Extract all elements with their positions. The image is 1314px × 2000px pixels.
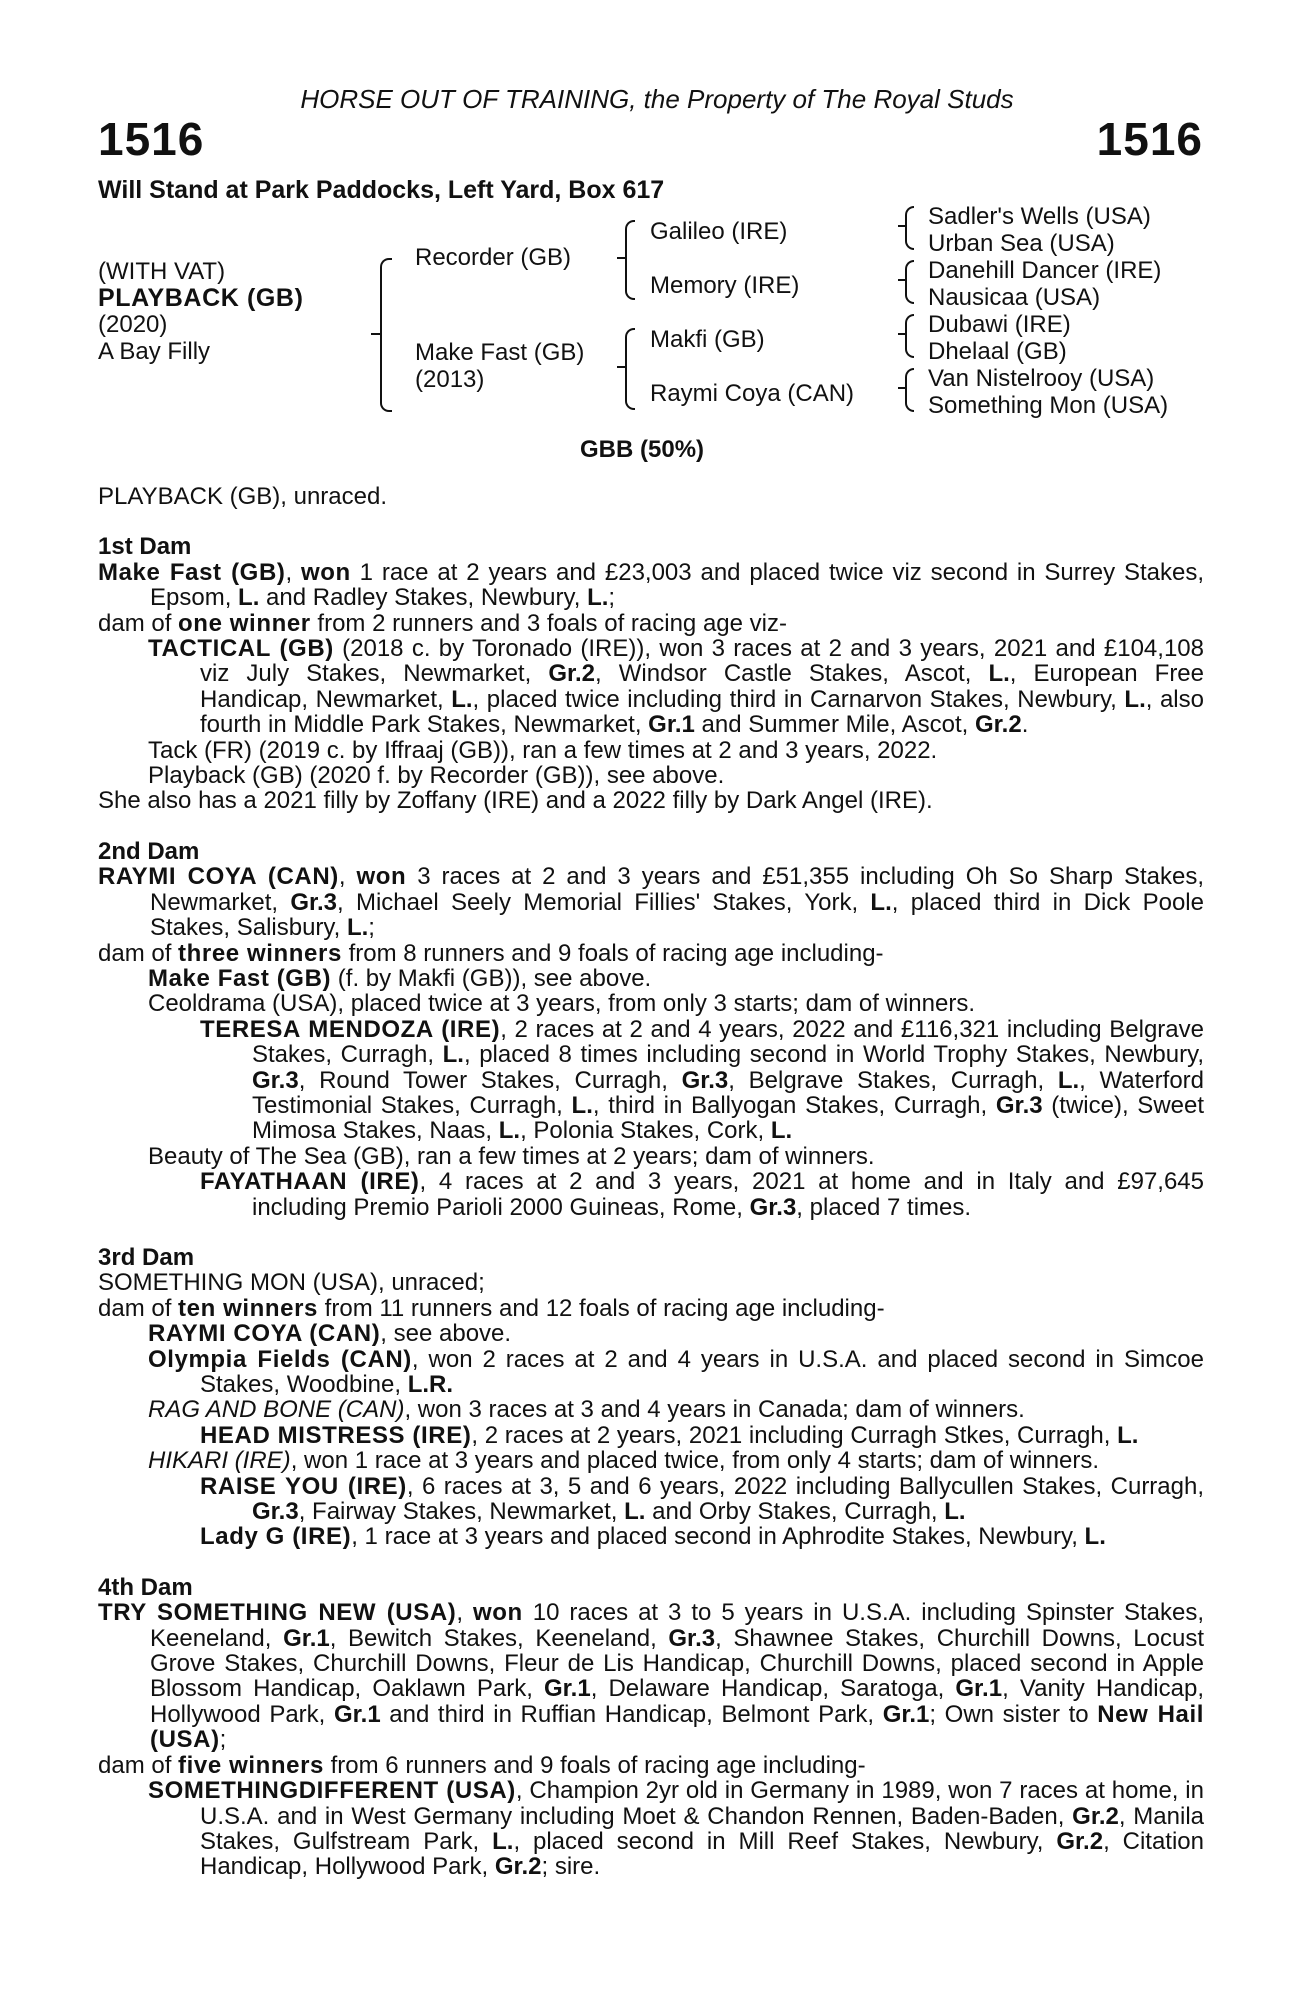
gen3-ancestor: Van Nistelrooy (USA) <box>928 365 1155 392</box>
dam1-record-text: ; <box>608 584 616 612</box>
group-mark: Gr.2 <box>548 660 596 688</box>
gen3-ancestor: Dhelaal (GB) <box>928 338 1067 365</box>
progeny-head-mistress <box>98 1423 1204 1448</box>
dam-of-text: from 11 runners and 12 foals of racing age including- <box>318 1294 885 1322</box>
listed-mark: L. <box>587 584 609 612</box>
progeny-name: RAISE YOU (IRE) <box>200 1472 407 1500</box>
dam-brace-tip <box>617 366 626 368</box>
listed-mark: L. <box>1084 1523 1106 1551</box>
progeny-name: Lady G (IRE) <box>200 1523 352 1551</box>
group-mark: Gr.1 <box>283 1624 330 1652</box>
progeny-tactical <box>98 636 1204 738</box>
progeny-text: , Citation Handicap, Hollywood Park, <box>200 1827 1204 1881</box>
gen3-brace-2 <box>905 260 914 304</box>
progeny-text: , 6 races at 3, 5 and 6 years, 2022 including Ballycullen Stakes, Curragh, <box>406 1472 1205 1500</box>
group-mark: Gr.2 <box>1056 1827 1104 1855</box>
winners-count: three winners <box>178 939 342 967</box>
progeny-name: FAYATHAAN (IRE) <box>200 1168 420 1196</box>
dam1-record-text: 1 race at 2 years and £23,003 and placed twice viz second in Surrey Stakes, Epsom, <box>150 558 1204 612</box>
group-mark: Gr.1 <box>543 1675 591 1703</box>
listed-mark: L. <box>442 1041 464 1069</box>
progeny-text: , Windsor Castle Stakes, Ascot, <box>595 660 989 688</box>
progeny-text: , won 2 races at 2 and 4 years in U.S.A. and placed second in Simcoe Stakes, Woodbine, <box>200 1345 1204 1398</box>
progeny-text: , third in Ballyogan Stakes, Curragh, <box>592 1091 996 1119</box>
catalogue-header: HORSE OUT OF TRAINING, the Property of The Royal Studs <box>300 84 1014 114</box>
progeny-text: , 4 races at 2 and 3 years, 2021 at home and in Italy and £97,645 including Premio Parioli 2000 Guineas, Rome, <box>252 1168 1204 1221</box>
dam2-won: won <box>356 863 407 891</box>
gen3-ancestor: Sadler's Wells (USA) <box>928 203 1151 230</box>
progeny-text: (f. by Makfi (GB)), see above. <box>331 964 652 992</box>
progeny-text: , 2 races at 2 years, 2021 including Curragh Stkes, Curragh, <box>471 1421 1118 1449</box>
progeny-name: RAG AND BONE (CAN) <box>148 1396 405 1424</box>
progeny-text: . <box>1021 711 1029 739</box>
progeny-text: , 1 race at 3 years and placed second in Aphrodite Stakes, Newbury, <box>351 1523 1085 1551</box>
progeny-text: , Belgrave Stakes, Curragh, <box>728 1066 1058 1094</box>
vat-note: (WITH VAT) <box>98 258 226 285</box>
progeny-text: , European Free Handicap, Newmarket, <box>200 660 1205 713</box>
sire: Recorder (GB) <box>415 244 572 271</box>
section-heading-4th-dam: 4th Dam <box>98 1573 193 1601</box>
dam3-dam-of <box>98 1296 1204 1321</box>
progeny-text: , 2 races at 2 and 4 years, 2022 and £116,321 including Belgrave Stakes, Curragh, <box>252 1015 1204 1069</box>
listed-mark: L. <box>1057 1066 1080 1094</box>
dam: Make Fast (GB) <box>415 339 585 366</box>
dam2-name: RAYMI COYA (CAN) <box>98 863 339 891</box>
listed-mark: L. <box>770 1117 793 1145</box>
sire-brace <box>625 220 635 300</box>
dam4-record-text: , Bewitch Stakes, Keeneland, <box>329 1624 669 1652</box>
gen3-brace-1 <box>905 206 914 250</box>
dam-of-text: dam of <box>98 1751 179 1779</box>
winners-count: five winners <box>178 1751 324 1779</box>
dam-of-text: from 2 runners and 3 foals of racing age viz- <box>310 609 787 637</box>
sire-sire: Galileo (IRE) <box>650 218 788 245</box>
dam4-dam-of <box>98 1753 1204 1778</box>
dam2-dam-of <box>98 941 1204 966</box>
dam2-record-text: , placed third in Dick Poole Stakes, Salisbury, <box>150 888 1204 942</box>
stand-location: Will Stand at Park Paddocks, Left Yard, Box 617 <box>98 176 665 204</box>
dam4-record-text: ; <box>219 1726 227 1754</box>
progeny-hikari <box>98 1448 1204 1473</box>
progeny-text: ; sire. <box>541 1853 601 1881</box>
lot-number-left: 1516 <box>98 113 205 165</box>
progeny-text: , Polonia Stakes, Cork, <box>520 1117 771 1145</box>
dam4-record-text: ; Own sister to <box>929 1700 1098 1728</box>
winners-count: ten winners <box>178 1294 319 1322</box>
group-mark: Gr.2 <box>1072 1802 1119 1830</box>
progeny-name: Olympia Fields (CAN) <box>148 1345 412 1373</box>
progeny-lady-g <box>98 1524 1204 1549</box>
listed-mark: L. <box>492 1827 514 1855</box>
group-mark: Gr.3 <box>252 1066 299 1094</box>
progeny-text: (2018 c. by Toronado (IRE)), won 3 races at 2 and 3 years, 2021 and £104,108 viz July Stakes, Newmarket, <box>200 635 1204 688</box>
progeny-make-fast <box>98 966 1204 991</box>
progeny-text: , won 1 race at 3 years and placed twice, from only 4 starts; dam of winners. <box>290 1447 1100 1475</box>
listed-mark: L. <box>1124 685 1146 713</box>
lot-number-right: 1516 <box>1096 113 1203 165</box>
progeny-teresa-mendoza <box>98 1017 1204 1144</box>
progeny-text: and Summer Mile, Ascot, <box>694 711 975 739</box>
progeny-olympia-fields <box>98 1347 1204 1398</box>
dam-dam: Raymi Coya (CAN) <box>650 380 855 407</box>
dam-of-text: dam of <box>98 609 179 637</box>
progeny-fayathaan <box>98 1169 1204 1220</box>
dam1-record: Make Fast (GB), won 1 race at 2 years and £23,003 and placed twice viz second in Surrey Stakes, Epsom, L. and Radley Stakes, Newbury, L.; <box>98 558 1204 612</box>
section-heading-1st-dam: 1st Dam <box>98 533 192 561</box>
progeny-name: TACTICAL (GB) <box>148 635 334 663</box>
group-mark: Gr.3 <box>749 1193 797 1221</box>
progeny-text: , Waterford Testimonial Stakes, Curragh, <box>252 1066 1205 1119</box>
group-mark: Gr.2 <box>494 1853 542 1881</box>
progeny-text: , see above. <box>380 1320 512 1348</box>
horse-name: PLAYBACK (GB) <box>98 284 304 312</box>
gen3-brace-4 <box>905 368 914 412</box>
dam1-record-text: and Radley Stakes, Newbury, <box>259 584 588 612</box>
dam2-record-text: ; <box>368 914 375 942</box>
dam4-record-text: 10 races at 3 to 5 years in U.S.A. including Spinster Stakes, Keeneland, <box>150 1599 1204 1652</box>
listed-mark: L. <box>571 1091 593 1119</box>
dam3-name-line: SOMETHING MON (USA), unraced; <box>98 1269 485 1297</box>
progeny-text: , placed 8 times including second in World Trophy Stakes, Newbury, <box>463 1041 1205 1069</box>
progeny-name: HEAD MISTRESS (IRE) <box>200 1421 472 1449</box>
dam4-record: TRY SOMETHING NEW (USA), won 10 races at 3 to 5 years in U.S.A. including Spinster Stakes, Keeneland, Gr.1, Bewitch Stakes, Keeneland, Gr.3, Shawnee Stakes, Churchill Downs, Locust Grove Stakes, Churchill Downs, Fleur de Lis Handicap, Churchill Downs, placed second in Apple Blossom Handicap, Oaklawn Park, Gr.1, Delaware Handicap, Saratoga, Gr.1, Vanity Handicap, Hollywood Park, Gr.1 and third in Ruffian Handicap, Belmont Park, Gr.1; Own sister to New Hail (USA); <box>98 1599 1205 1754</box>
progeny-text: , Round Tower Stakes, Curragh, <box>298 1066 682 1094</box>
section-heading-2nd-dam: 2nd Dam <box>98 837 200 865</box>
group-mark: Gr.3 <box>995 1091 1043 1119</box>
group-mark: Gr.1 <box>333 1700 381 1728</box>
progeny-tack: Tack (FR) (2019 c. by Iffraaj (GB)), ran a few times at 2 and 3 years, 2022. <box>148 736 938 764</box>
dam4-name: TRY SOMETHING NEW (USA) <box>98 1599 457 1627</box>
listed-mark: L. <box>346 914 369 942</box>
progeny-raise-you <box>98 1474 1204 1525</box>
intro-line: PLAYBACK (GB), unraced. <box>98 483 388 510</box>
progeny-somethingdifferent <box>98 1778 1204 1880</box>
dam-brace <box>625 328 635 410</box>
gbb-rating: GBB (50%) <box>580 436 705 463</box>
progeny-beauty-of-the-sea: Beauty of The Sea (GB), ran a few times at 2 years; dam of winners. <box>148 1142 875 1170</box>
progeny-name: TERESA MENDOZA (IRE) <box>200 1015 501 1043</box>
gen3-brace-tip-3 <box>898 333 907 335</box>
dam-of-text: from 8 runners and 9 foals of racing age including- <box>341 939 884 967</box>
dam2-record: RAYMI COYA (CAN), won 3 races at 2 and 3 years and £51,355 including Oh So Sharp Stakes, Newmarket, Gr.3, Michael Seely Memorial Fillies' Stakes, York, L., placed third in Dick Poole Stakes, Salisbury, L.; <box>98 863 1205 942</box>
progeny-playback: Playback (GB) (2020 f. by Recorder (GB)), see above. <box>148 762 725 790</box>
progeny-name: HIKARI (IRE) <box>148 1447 291 1475</box>
dam-of-text: dam of <box>98 1294 179 1322</box>
sire-brace-tip <box>617 257 626 259</box>
dam2-record-text: 3 races at 2 and 3 years and £51,355 including Oh So Sharp Stakes, Newmarket, <box>150 863 1205 916</box>
progeny-text: , Fairway Stakes, Newmarket, <box>298 1498 625 1526</box>
progeny-text: , Manila Stakes, Gulfstream Park, <box>200 1802 1204 1855</box>
dam2-record-text: , Michael Seely Memorial Fillies' Stakes, York, <box>337 888 871 916</box>
progeny-name: RAYMI COYA (CAN) <box>148 1320 381 1348</box>
progeny-text: , won 3 races at 3 and 4 years in Canada; dam of winners. <box>404 1396 1025 1424</box>
gen3-ancestor: Danehill Dancer (IRE) <box>928 257 1162 284</box>
dam-of-text: from 6 runners and 9 foals of racing age including- <box>323 1751 866 1779</box>
progeny-rag-and-bone <box>98 1397 1204 1422</box>
dam1-name: Make Fast (GB) <box>98 558 286 586</box>
progeny-raymi-coya <box>98 1321 1204 1346</box>
group-mark: Gr.3 <box>252 1498 299 1526</box>
dam4-record-text: , Shawnee Stakes, Churchill Downs, Locust Grove Stakes, Churchill Downs, Fleur de Lis Handicap, Churchill Downs, placed second in Apple Blossom Handicap, Oaklawn Park, <box>150 1624 1205 1703</box>
horse-year: (2020) <box>98 311 168 338</box>
gen3-ancestor: Urban Sea (USA) <box>928 230 1115 257</box>
catalogue-body <box>98 484 1204 1880</box>
pedigree-brace-tip <box>371 333 380 335</box>
group-mark: Gr.3 <box>290 888 338 916</box>
sire-dam: Memory (IRE) <box>650 272 800 299</box>
listed-mark: L. <box>988 660 1010 688</box>
progeny-text: , Champion 2yr old in Germany in 1989, won 7 races at home, in U.S.A. and in West Germany including Moet & Chandon Rennen, Baden-Baden, <box>200 1777 1204 1830</box>
progeny-ceoldrama: Ceoldrama (USA), placed twice at 3 years, from only 3 starts; dam of winners. <box>148 990 975 1018</box>
gen3-brace-tip-2 <box>898 279 907 281</box>
section-heading-3rd-dam: 3rd Dam <box>98 1243 195 1271</box>
group-mark: Gr.1 <box>955 1675 1003 1703</box>
dam4-won: won <box>473 1599 523 1627</box>
group-mark: Gr.1 <box>648 711 695 739</box>
dam-of-text: dam of <box>98 939 179 967</box>
gen3-ancestor: Something Mon (USA) <box>928 392 1169 419</box>
group-mark: Gr.3 <box>668 1624 716 1652</box>
progeny-name: SOMETHINGDIFFERENT (USA) <box>148 1777 516 1805</box>
dam1-dam-of <box>98 611 1204 636</box>
dam4-record-text: and third in Ruffian Handicap, Belmont Park, <box>380 1700 883 1728</box>
dam-sire: Makfi (GB) <box>650 326 765 353</box>
progeny-name: Make Fast (GB) <box>148 964 332 992</box>
dam-year: (2013) <box>415 366 485 393</box>
gen3-ancestor: Nausicaa (USA) <box>928 284 1101 311</box>
winners-count: one winner <box>178 609 311 637</box>
listed-mark: L. <box>1117 1421 1139 1449</box>
listed-mark: L. <box>238 584 260 612</box>
listed-mark: L. <box>944 1498 966 1526</box>
progeny-text: (twice), Sweet Mimosa Stakes, Naas, <box>252 1091 1205 1145</box>
sister-name: New Hail (USA) <box>150 1700 1204 1754</box>
progeny-text: and Orby Stakes, Curragh, <box>645 1498 945 1526</box>
gen3-brace-tip-1 <box>898 225 907 227</box>
progeny-text: , placed second in Mill Reef Stakes, Newbury, <box>513 1827 1057 1855</box>
listed-mark: L. <box>870 888 892 916</box>
listed-mark: L. <box>451 685 473 713</box>
dam4-record-text: , Vanity Handicap, Hollywood Park, <box>150 1675 1204 1728</box>
group-mark: Gr.2 <box>974 711 1022 739</box>
listed-mark: L. <box>498 1117 521 1145</box>
dam1-also: She also has a 2021 filly by Zoffany (IRE) and a 2022 filly by Dark Angel (IRE). <box>98 787 933 815</box>
listed-mark: L. <box>624 1498 646 1526</box>
horse-description: A Bay Filly <box>98 338 211 365</box>
progeny-text: , also fourth in Middle Park Stakes, Newmarket, <box>200 685 1204 739</box>
listed-mark: L.R. <box>407 1371 454 1398</box>
pedigree-brace <box>380 258 392 412</box>
gen3-brace-3 <box>905 314 914 358</box>
dam1-won: won <box>301 558 351 586</box>
gen3-ancestor: Dubawi (IRE) <box>928 311 1071 338</box>
progeny-text: , placed twice including third in Carnarvon Stakes, Newbury, <box>472 685 1125 713</box>
gen3-brace-tip-4 <box>898 387 907 389</box>
group-mark: Gr.1 <box>882 1700 930 1728</box>
dam4-record-text: , Delaware Handicap, Saratoga, <box>590 1675 956 1703</box>
group-mark: Gr.3 <box>681 1066 729 1094</box>
progeny-text: , placed 7 times. <box>796 1193 972 1221</box>
